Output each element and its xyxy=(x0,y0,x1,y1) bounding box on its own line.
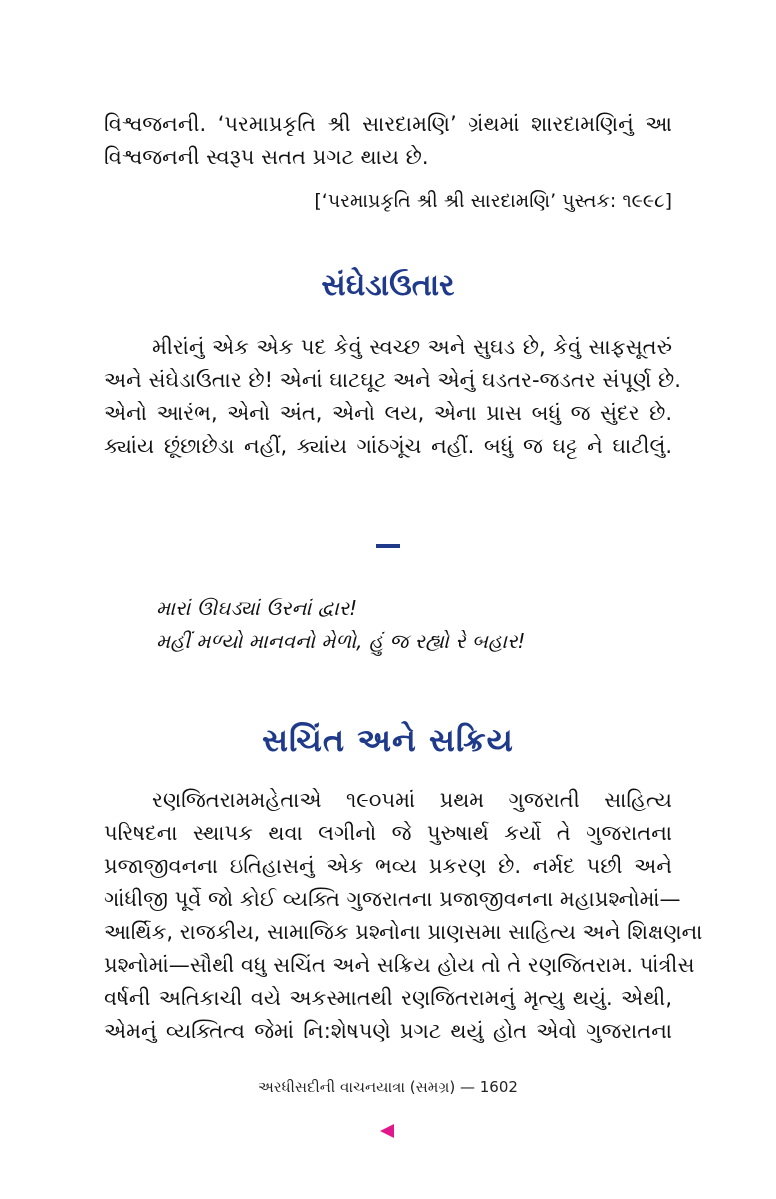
intro-paragraph xyxy=(104,108,672,174)
previous-page-arrow-icon[interactable] xyxy=(380,1124,394,1138)
text-line: વિશ્વજનની. ‘પરમાપ્રકૃતિ શ્રી સારદામણિ’ ગ્રંથમાં શારદામણિનું આ xyxy=(104,112,672,136)
poem-line: મહીં મળ્યો માનવનો મેળો, હું જ રહ્યો રે બહાર! xyxy=(156,629,526,653)
poem-quote xyxy=(156,592,525,658)
section-heading: સચિંત અને સક્રિય xyxy=(262,721,514,759)
text-line: મીરાંનું એક એક પદ કેવું સ્વચ્છ અને સુઘડ છે, કેવું સાફસૂતરું xyxy=(152,335,672,359)
text-line: પ્રશ્નોમાં—સૌથી વધુ સચિંત અને સક્રિય હોય તો તે રણજિતરામ. પાંત્રીસ xyxy=(104,953,695,977)
text-line: રણજિતરામમહેતાએ ૧૯૦૫માં પ્રથમ ગુજરાતી સાહિત્ય xyxy=(152,788,672,812)
page-number: 1602 xyxy=(479,1078,518,1096)
section2-paragraph xyxy=(104,784,703,1048)
source-citation: [‘પરમાપ્રકૃતિ શ્રી શ્રી સારદામણિ’ પુસ્તક: ૧૯૯૮] xyxy=(314,190,672,212)
footer-separator: — xyxy=(459,1078,475,1096)
text-line: ક્યાંય છૂંછાછેડા નહીં, ક્યાંય ગાંઠગૂંચ નહીં. બધું જ ઘટ્ટ ને ઘાટીલું. xyxy=(104,434,672,458)
text-line: પ્રજાજીવનના ઇતિહાસનું એક ભવ્ય પ્રકરણ છે. નર્મદ પછી અને xyxy=(104,854,672,878)
section1-paragraph xyxy=(104,331,681,463)
book-title: અરધીસદીની વાચનયાત્રા (સમગ્ર) xyxy=(258,1078,456,1096)
text-line: પરિષદના સ્થાપક થવા લગીનો જે પુરુષાર્થ કર્યો તે ગુજરાતના xyxy=(104,821,672,845)
text-line: આર્થિક, રાજકીય, સામાજિક પ્રશ્નોના પ્રાણસમા સાહિત્ય અને શિક્ષણના xyxy=(104,920,703,944)
text-line: વર્ષની અતિકાચી વયે અકસ્માતથી રણજિતરામનું મૃત્યુ થયું. એથી, xyxy=(104,986,672,1010)
section-divider xyxy=(376,544,400,548)
text-line: વિશ્વજનની સ્વરૂપ સતત પ્રગટ થાય છે. xyxy=(104,145,429,169)
text-line: એમનું વ્યક્તિત્વ જેમાં નિ:શેષપણે પ્રગટ થયું હોત એવો ગુજરાતના xyxy=(104,1019,672,1043)
section-heading: સંઘેડાઉતાર xyxy=(321,268,455,303)
page-footer xyxy=(0,1078,776,1096)
text-line: અને સંઘેડાઉતાર છે! એનાં ઘાટઘૂટ અને એનું ઘડતર-જડતર સંપૂર્ણ છે. xyxy=(104,368,681,392)
text-line: એનો આરંભ, એનો અંત, એનો લય, એના પ્રાસ બધું જ સુંદર છે. xyxy=(104,401,672,425)
text-line: ગાંધીજી પૂર્વે જો કોઈ વ્યક્તિ ગુજરાતના પ્રજાજીવનના મહાપ્રશ્નોમાં— xyxy=(104,887,681,911)
poem-line: મારાં ઊઘડ્યાં ઉરનાં દ્વાર! xyxy=(156,596,358,620)
